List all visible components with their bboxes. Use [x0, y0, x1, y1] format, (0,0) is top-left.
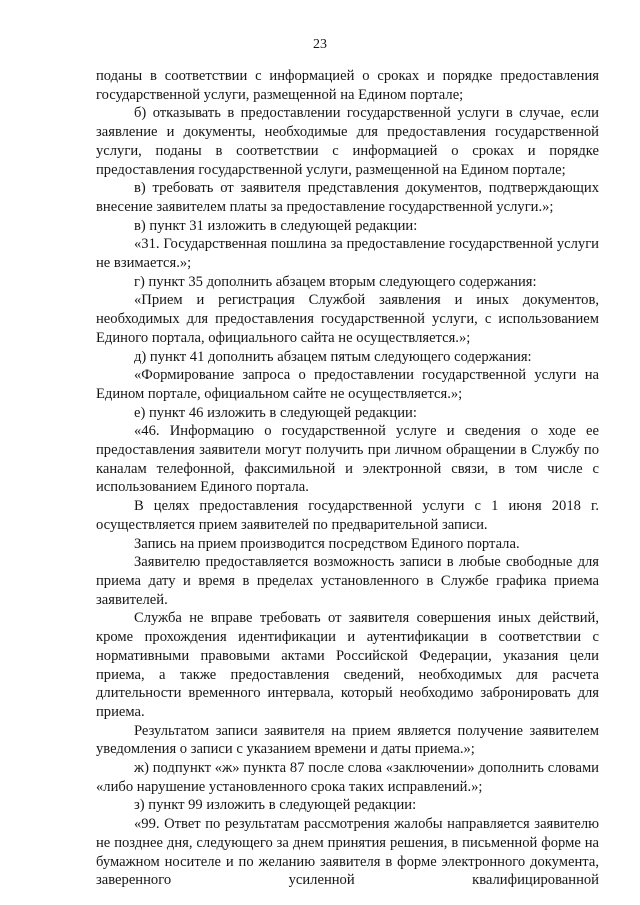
paragraph: Запись на прием производится посредством Единого портала. [134, 535, 520, 552]
paragraph: «Формирование запроса о предоставлении государственной услуги на Едином портале, официальном сайте не осуществляется.»; [96, 367, 599, 402]
paragraph: г) пункт 35 дополнить абзацем вторым следующего содержания: [134, 273, 537, 290]
paragraph: д) пункт 41 дополнить абзацем пятым следующего содержания: [134, 348, 532, 365]
paragraph: в) пункт 31 изложить в следующей редакции: [134, 217, 418, 234]
paragraph: поданы в соответствии с информацией о сроках и порядке предоставления государственной услуги, размещенной на Едином портале; [96, 68, 599, 103]
paragraph: «Прием и регистрация Службой заявления и иных документов, необходимых для предоставления государственной услуги, с использованием Единого портала, официального сайта не осуществляется.»; [96, 292, 599, 346]
paragraph: в) требовать от заявителя представления документов, подтверждающих внесение заявителем платы за предоставление государственной услуги.»; [96, 180, 599, 215]
paragraph: В целях предоставления государственной услуги с 1 июня 2018 г. осуществляется прием заявителей по предварительной записи. [96, 498, 599, 533]
paragraph: Заявителю предоставляется возможность записи в любые свободные для приема дату и время в пределах установленного в Службе графика приема заявителей. [96, 554, 599, 608]
paragraph: Результатом записи заявителя на прием является получение заявителем уведомления о записи с указанием времени и даты приема.»; [96, 722, 599, 758]
paragraph: е) пункт 46 изложить в следующей редакции: [134, 404, 417, 421]
paragraph: «99. Ответ по результатам рассмотрения жалобы направляется заявителю не позднее дня, следующего за днем принятия решения, в письменной форме на бумажном носителе и по желанию заявителя в форме электронного документа, заверенного усиленной квалифицированной [96, 816, 599, 889]
paragraph: Служба не вправе требовать от заявителя совершения иных действий, кроме прохождения идентификации и аутентификации в соответствии с нормативными правовыми актами Российской Федерации, указания цели приема, а также предоставления сведений, необходимых для расчета длительности временного интервала, который необходимо забронировать для приема. [96, 610, 599, 720]
paragraph: б) отказывать в предоставлении государственной услуги в случае, если заявление и документы, необходимые для предоставления государственной услуги, поданы в соответствии с информацией о сроках и порядке предоставления государственной услуги, размещенной на Едином портале; [96, 105, 599, 178]
paragraph: з) пункт 99 изложить в следующей редакции: [134, 797, 417, 814]
paragraph: «46. Информацию о государственной услуге и сведения о ходе ее предоставления заявители могут получить при личном обращении в Службу по каналам телефонной, факсимильной и электронной связи, в том числе с использованием Единого портала. [96, 423, 599, 496]
document-body [96, 67, 599, 890]
paragraph: ж) подпункт «ж» пункта 87 после слова «заключении» дополнить словами «либо нарушение установленного срока таких исправлений.»; [96, 760, 599, 795]
page-number: 23 [313, 37, 327, 52]
paragraph: «31. Государственная пошлина за предоставление государственной услуги не взимается.»; [96, 236, 599, 272]
